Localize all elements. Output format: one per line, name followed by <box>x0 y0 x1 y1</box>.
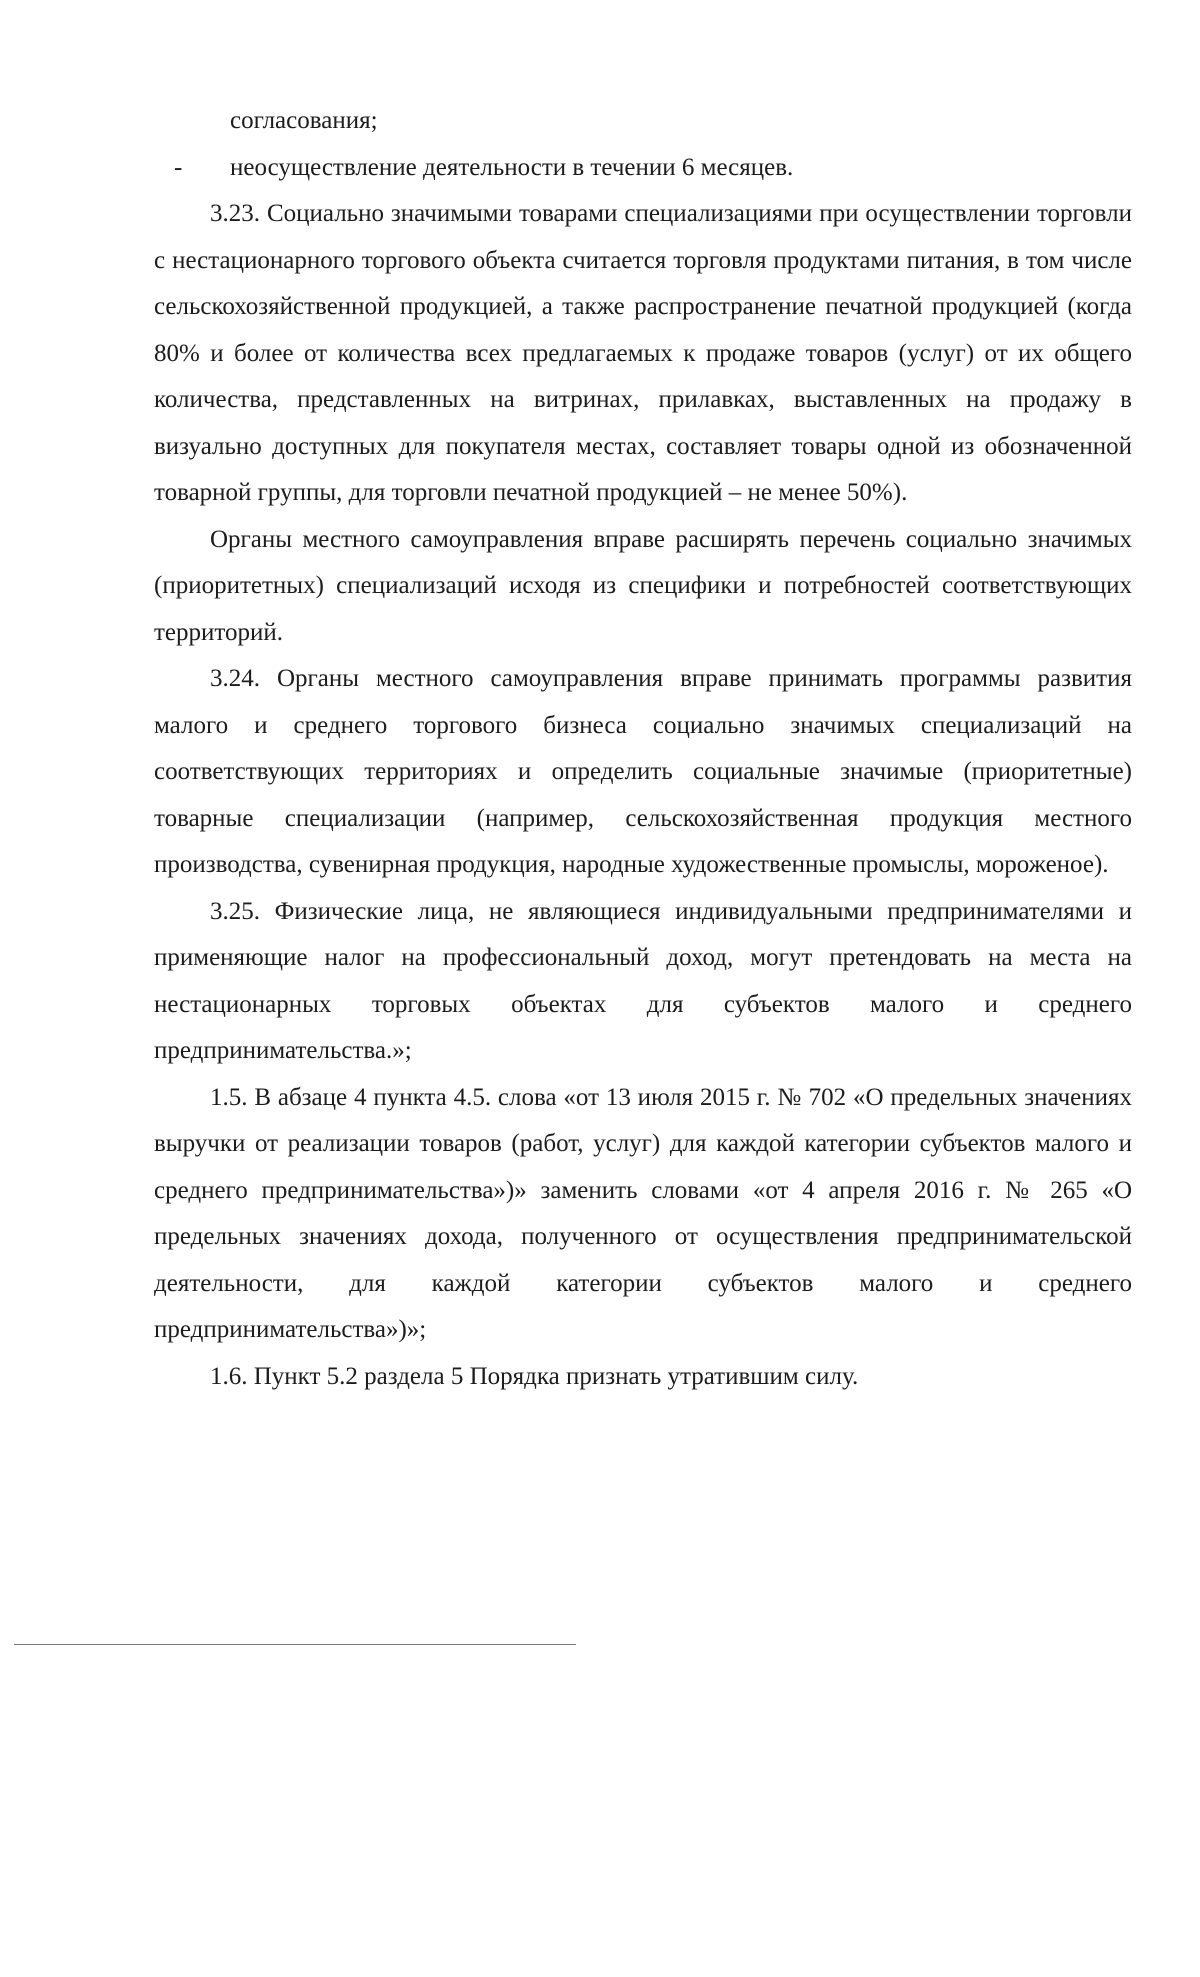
list-item-text: неосуществление деятельности в течении 6 месяцев. <box>230 153 794 181</box>
paragraph-3-23: 3.23. Социально значимыми товарами специализациями при осуществлении торговли с нестационарного торгового объекта считается торговля продуктами питания, в том числе сельскохозяйственной продукцией, а также распространение печатной продукцией (когда 80% и более от количества всех предлагаемых к продаже товаров (услуг) от их общего количества, представленных на витринах, прилавках, выставленных на продажу в визуально доступных для покупателя местах, составляет товары одной из обозначенной товарной группы, для торговли печатной продукцией – не менее 50%). <box>154 200 1132 506</box>
paragraph-1-5: 1.5. В абзаце 4 пункта 4.5. слова «от 13 июля 2015 г. № 702 «О предельных значениях выручки от реализации товаров (работ, услуг) для каждой категории субъектов малого и среднего предпринимательства»)» заменить словами «от 4 апреля 2016 г. № 265 «О предельных значениях дохода, полученного от осуществления предпринимательской деятельности, для каждой категории субъектов малого и среднего предпринимательства»)»; <box>154 1083 1132 1343</box>
list-dash: - <box>174 153 183 181</box>
document-body <box>154 98 1132 1400</box>
paragraph-3-24: 3.24. Органы местного самоуправления вправе принимать программы развития малого и среднего торгового бизнеса социально значимых специализаций на соответствующих территориях и определить социальные значимые (приоритетные) товарные специализации (например, сельскохозяйственная продукция местного производства, сувенирная продукция, народные художественные промыслы, мороженое). <box>154 665 1132 878</box>
paragraph-1-6: 1.6. Пункт 5.2 раздела 5 Порядка признать утратившим силу. <box>210 1362 859 1390</box>
paragraph-3-25: 3.25. Физические лица, не являющиеся индивидуальными предпринимателями и применяющие налог на профессиональный доход, могут претендовать на места на нестационарных торговых объектах для субъектов малого и среднего предпринимательства.»; <box>154 897 1132 1064</box>
continuation-line: согласования; <box>230 107 378 134</box>
footnote-divider <box>14 1644 576 1645</box>
list-item <box>154 145 1132 192</box>
paragraph-organs: Органы местного самоуправления вправе расширять перечень социально значимых (приоритетных) специализаций исходя из специфики и потребностей соответствующих территорий. <box>154 525 1132 646</box>
